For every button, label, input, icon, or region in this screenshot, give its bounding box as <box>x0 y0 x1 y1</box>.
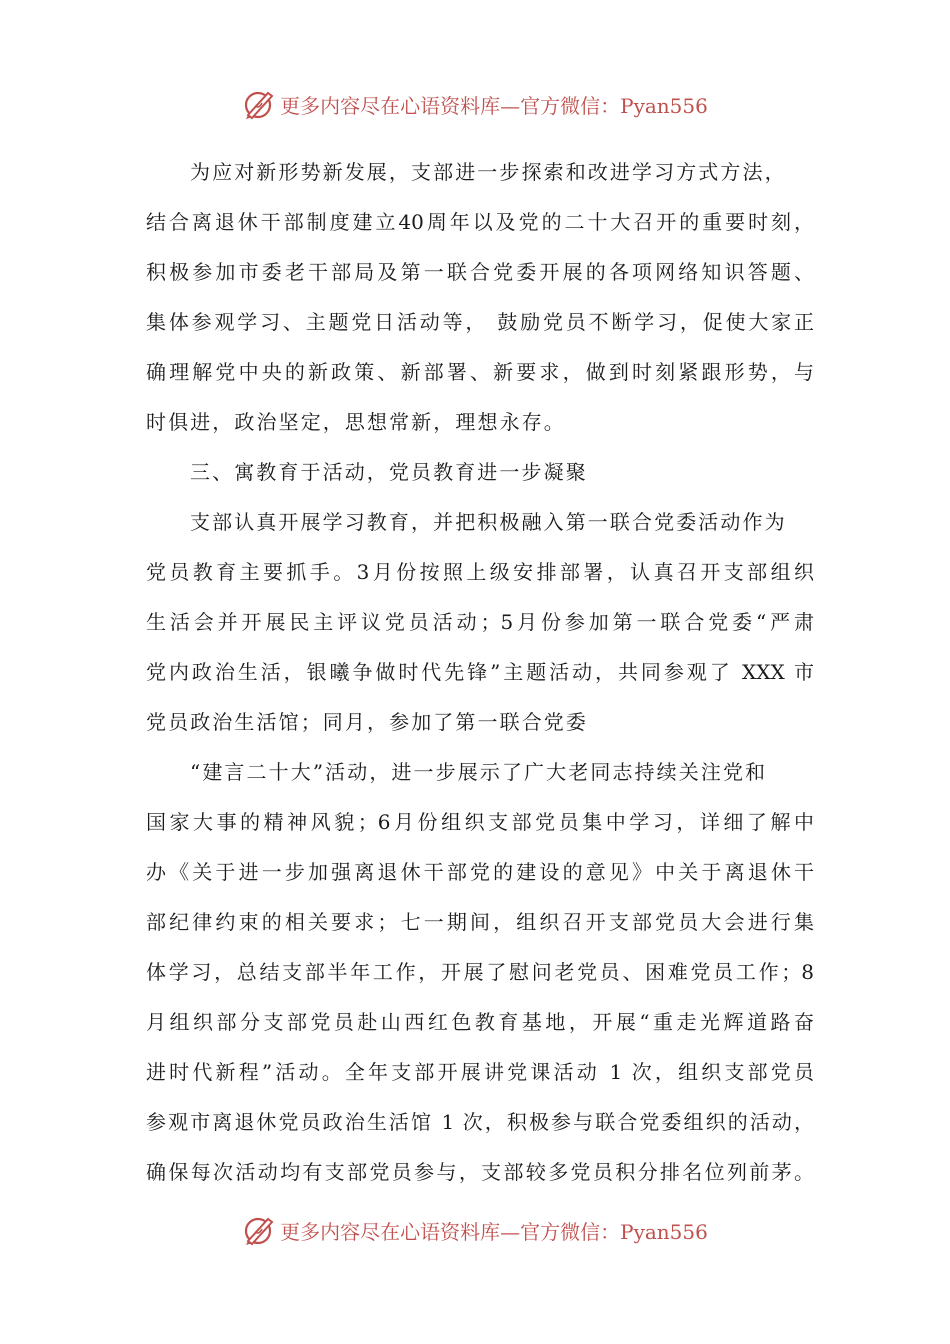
banner-text: 更多内容尽在心语资料库—官方微信：Pyan556 <box>280 93 708 118</box>
paragraph-line: 结合离退休干部制度建立40周年以及党的二十大召开的重要时刻， <box>146 210 814 234</box>
paragraph-line: 确保每次活动均有支部党员参与，支部较多党员积分排名位列前茅。 <box>146 1160 814 1184</box>
paragraph-line: 党员政治生活馆；同月，参加了第一联合党委 <box>146 710 588 734</box>
pen-logo-icon <box>242 1213 276 1247</box>
paragraph-line: “建言二十大”活动，进一步展示了广大老同志持续关注党和 <box>190 760 768 784</box>
footer-banner <box>0 1210 950 1250</box>
paragraph-line: 为应对新形势新发展，支部进一步探索和改进学习方式方法， <box>190 160 787 184</box>
header-banner <box>0 84 950 124</box>
paragraph-line: 积极参加市委老干部局及第一联合党委开展的各项网络知识答题、 <box>146 260 814 284</box>
paragraph-line: 生活会并开展民主评议党员活动；5月份参加第一联合党委“严肃 <box>146 610 814 634</box>
paragraph-line: 党员教育主要抓手。3月份按照上级安排部署，认真召开支部组织 <box>146 560 814 584</box>
paragraph-line: 月组织部分支部党员赴山西红色教育基地，开展“重走光辉道路奋 <box>146 1010 814 1034</box>
paragraph-line: 国家大事的精神风貌；6月份组织支部党员集中学习，详细了解中 <box>146 810 814 834</box>
banner-text: 更多内容尽在心语资料库—官方微信：Pyan556 <box>280 1219 708 1244</box>
paragraph-line: 时俱进，政治坚定，思想常新，理想永存。 <box>146 410 566 434</box>
paragraph-line: 进时代新程”活动。全年支部开展讲党课活动 1 次，组织支部党员 <box>146 1060 814 1084</box>
pen-logo-icon <box>242 87 276 121</box>
paragraph-line: 体学习，总结支部半年工作，开展了慰问老党员、困难党员工作；8 <box>146 960 814 984</box>
paragraph-line: 参观市离退休党员政治生活馆 1 次，积极参与联合党委组织的活动， <box>146 1110 814 1134</box>
paragraph-line: 办《关于进一步加强离退休干部党的建设的意见》中关于离退休干 <box>146 860 814 884</box>
paragraph-line: 党内政治生活，银曦争做时代先锋”主题活动，共同参观了 XXX 市 <box>146 660 814 684</box>
paragraph-line: 集体参观学习、主题党日活动等， 鼓励党员不断学习，促使大家正 <box>146 310 814 334</box>
document-body <box>146 147 814 1197</box>
section-heading: 三、寓教育于活动，党员教育进一步凝聚 <box>190 460 588 484</box>
paragraph-line: 部纪律约束的相关要求；七一期间，组织召开支部党员大会进行集 <box>146 910 814 934</box>
paragraph-line: 支部认真开展学习教育，并把积极融入第一联合党委活动作为 <box>190 510 787 534</box>
paragraph-line: 确理解党中央的新政策、新部署、新要求，做到时刻紧跟形势，与 <box>146 360 814 384</box>
